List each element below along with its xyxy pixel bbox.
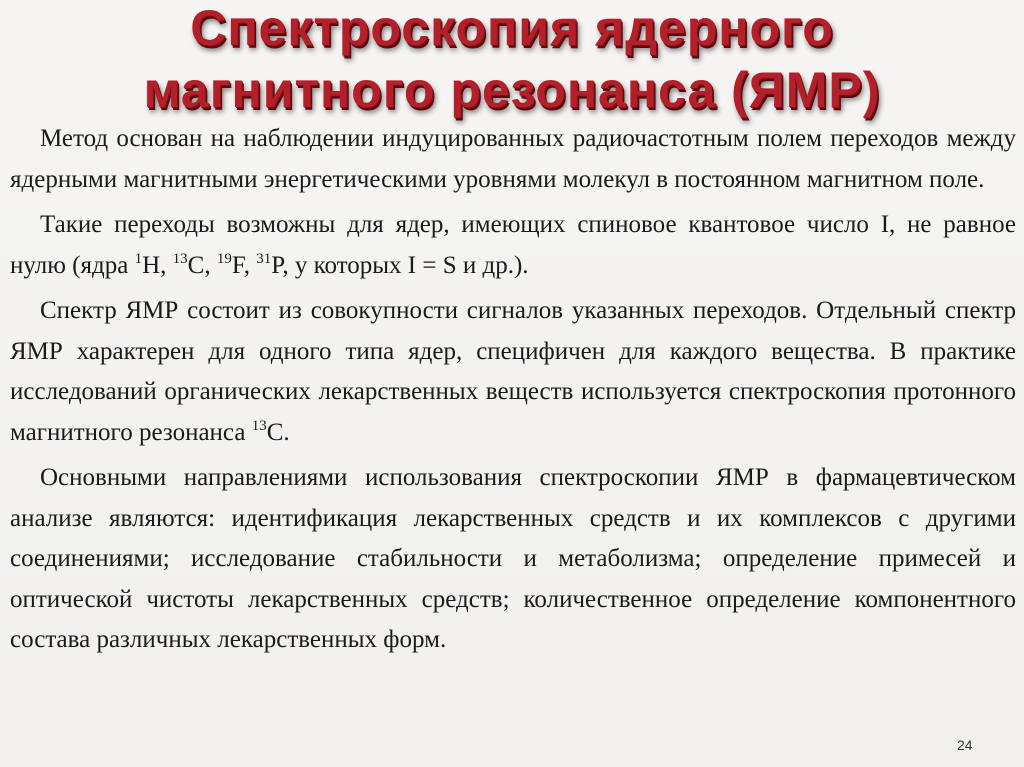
paragraph-applications-text: Основными направлениями использования спектроскопии ЯМР в фармацевтическом анализе являются: идентификация лекарственных средств и их комплексов с другими соединениями; исследование стабильности и метаболизма; определение примесей и оптической чистоты лекарственных средств; количественное определение компонентного состава различных лекарственных форм. — [10, 464, 1016, 653]
title-line-1: Спектроскопия ядерного — [190, 0, 834, 56]
page-number: 24 — [957, 737, 973, 753]
p3-text-b: С. — [266, 418, 290, 446]
p2-sup-2: 13 — [172, 250, 188, 267]
p2-text-d: F, — [231, 251, 257, 279]
paragraph-applications — [10, 458, 1016, 661]
paragraph-transitions — [10, 205, 1016, 286]
p2-text-a: Такие переходы возможны для ядер, имеющих спиновое квантовое число I, не равное нулю (ядра — [10, 211, 1016, 279]
paragraph-spectrum — [10, 291, 1016, 453]
p2-sup-4: 31 — [256, 250, 272, 267]
p3-text-a: Спектр ЯМР состоит из совокупности сигналов указанных переходов. Отдельный спектр ЯМР характерен для одного типа ядер, специфичен для каждого вещества. В практике исследований органических лекарственных веществ используется спектроскопия протонного магнитного резонанса — [10, 297, 1016, 446]
slide-body — [10, 119, 1016, 661]
p2-text-c: C, — [187, 251, 217, 279]
p2-sup-3: 19 — [216, 250, 232, 267]
p3-sup-1: 13 — [251, 417, 267, 434]
slide-title — [0, 0, 1024, 118]
paragraph-method — [10, 119, 1016, 200]
title-line-2: магнитного резонанса (ЯМР) — [143, 62, 881, 118]
p2-text-b: H, — [142, 251, 173, 279]
p2-text-e: P, у которых I = S и др.). — [271, 251, 529, 279]
paragraph-method-text: Метод основан на наблюдении индуцированных радиочастотным полем переходов между ядерными магнитными энергетическими уровнями молекул в постоянном магнитном поле. — [10, 125, 1016, 193]
p2-sup-1: 1 — [134, 250, 143, 267]
